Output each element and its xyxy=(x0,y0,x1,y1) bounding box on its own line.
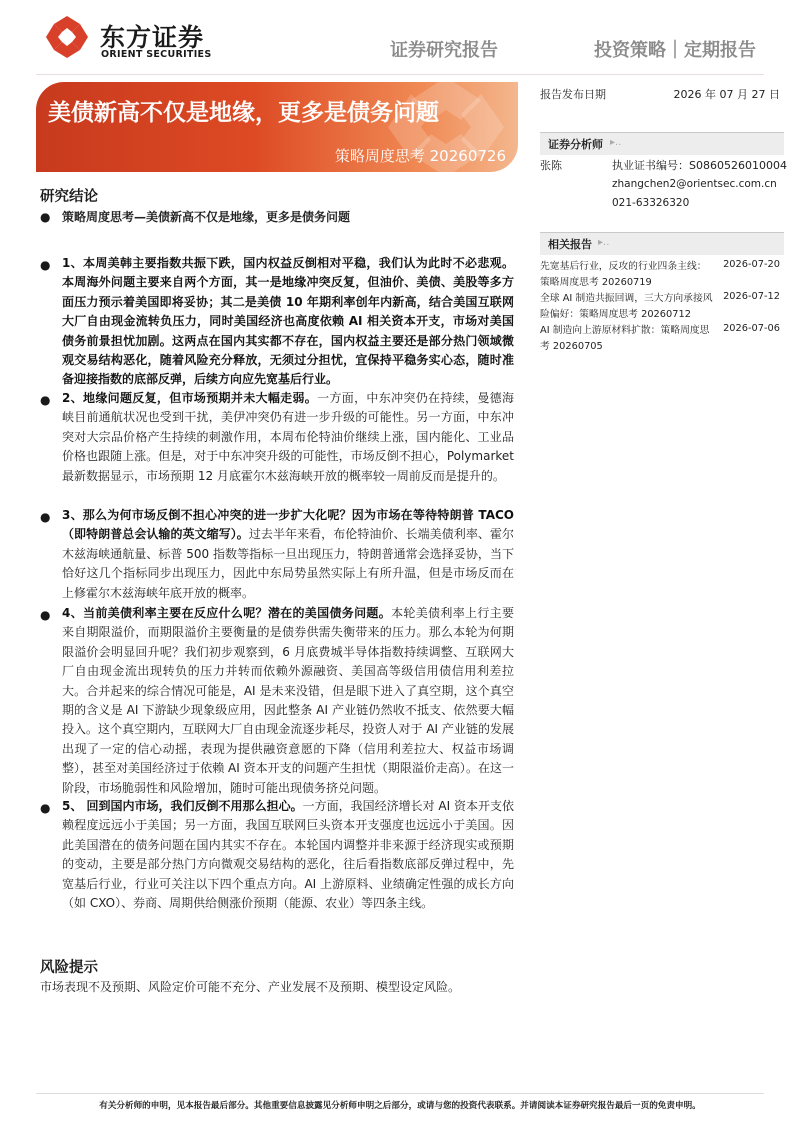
point-bold: 2、地缘问题反复，但市场预期并未大幅走弱。 xyxy=(62,391,318,405)
point-bold: 1、本周美韩主要指数共振下跌，国内权益反倒相对平稳，我们认为此时不必悲观。本周海外问题主要来自两个方面，其一是地缘冲突反复，但油价、美债、美股等多方面压力预示着美国即将妥协；其二是美债 10 年期利率创年内新高，结合美国互联网大厂自由现金流转负压力，同时美国经济也高度依赖 AI 相关资本开支，市场对美国债务前景担忧加剧。这两点在国内其实都不存在，国内权益主要还是部分热门领域微观交易结构恶化，随着风险充分释放，无须过分担忧，宜保持平稳务实心态，随时准备迎接指数的底部反弹，后续方向应先宽基后行业。 xyxy=(62,256,514,387)
point-bold: 4、当前美债利率主要在反应什么呢？潜在的美国债务问题。 xyxy=(62,606,392,620)
analyst-email[interactable]: zhangchen2@orientsec.com.cn xyxy=(612,178,777,190)
report-type: 证券研究报告 xyxy=(390,40,498,61)
related-report-date: 2026-07-06 xyxy=(723,323,780,334)
analyst-heading: 证券分析师 xyxy=(548,138,603,151)
analyst-name: 张陈 xyxy=(540,159,562,172)
point-text: 一方面，中东冲突仍在持续，曼德海峡目前通航状况也受到干扰，美伊冲突仍有进一步升级的可能性。另一方面，中东冲突对大宗品价格产生持续的刺激作用，本周布伦特油价继续上涨，国内能化、工业品价格也跟随上涨。但是，对于中东冲突升级的可能性，市场反倒不担心，Polymarket 最新数据显示，市场预期 12 月底霍尔木兹海峡开放的概率较一周前反而是提升的。 xyxy=(62,391,514,483)
brand-name-cn: 东方证券 xyxy=(100,23,205,52)
footer-divider xyxy=(36,1093,764,1094)
bullet-icon: ● xyxy=(40,510,51,524)
point-text: 一方面，我国经济增长对 AI 资本开支依赖程度远远小于美国；另一方面，我国互联网巨头资本开支强度也远远小于美国。因此美国潜在的债务问题在国内其实不存在。本轮国内调整并非来源于经济现实或预期的变动，主要是部分热门方向微观交易结构的恶化，往后看指数底部反弹过程中，先宽基后行业，行业可关注以下四个重点方向。AI 上游原料、业绩确定性强的成长方向（如 CXO）、券商、周期供给侧涨价预期（能源、农业）等四条主线。 xyxy=(62,799,514,911)
point-bold: 5、 回到国内市场，我们反倒不用那么担心。 xyxy=(62,799,303,813)
section-dots-icon: ▸.. xyxy=(598,237,610,248)
point-text: 本轮美债利率上行主要来自期限溢价，而期限溢价主要衡量的是债券供需失衡带来的压力。那么本轮为何期限溢价会明显回升呢？我们初步观察到，6 月底费城半导体指数持续调整、互联网大厂自由现金流出现转负的压力并转而依赖外源融资、美国高等级信用债信用利差拉大。合并起来的综合情况可能是，AI 是未来没错，但是眼下进入了真空期，这个真空期的含义是 AI 下游缺少现象级应用，因此整条 AI 产业链仍然收不抵支、依然要大幅投入。这个真空期内，互联网大厂自由现金流逐步耗尽，投资人对于 AI 产业链的发展出现了一定的信心动摇，表现为提供融资意愿的下降（信用利差拉大、权益市场调整），甚至对美国经济过于依赖 AI 资本开支的问题产生担忧（期限溢价走高）。在这一阶段，市场脆弱性和风险增加，随时可能出现债务挤兑问题。 xyxy=(62,606,514,795)
analyst-cert: 执业证书编号：S0860526010004 xyxy=(612,159,787,172)
bullet-icon: ● xyxy=(40,393,51,407)
pubdate-label: 报告发布日期 xyxy=(540,88,606,101)
disclaimer-footer: 有关分析师的申明，见本报告最后部分。其他重要信息披露见分析师申明之后部分，或请与您的投资代表联系。并请阅读本证券研究报告最后一页的免责申明。 xyxy=(99,1101,701,1111)
report-title: 美债新高不仅是地缘，更多是债务问题 xyxy=(48,100,439,126)
title-banner xyxy=(36,82,518,172)
point-bold: 3、那么为何市场反倒不担心冲突的进一步扩大化呢？因为市场在等待特朗普 TACO（即特朗普总会认输的英文缩写）。 xyxy=(62,508,514,542)
report-category: 投资策略｜定期报告 xyxy=(594,40,756,61)
point-3 xyxy=(62,506,514,603)
related-report-link[interactable]: AI 制造向上游原材料扩散：策略周度思考 20260705 xyxy=(540,325,710,352)
brand-name-en: ORIENT SECURITIES xyxy=(101,49,212,60)
header-divider xyxy=(36,74,764,75)
related-report-link[interactable]: 全球 AI 制造共振回调，三大方向承接风险偏好：策略周度思考 20260712 xyxy=(540,293,713,320)
related-report-link[interactable]: 先宽基后行业，反攻的行业四条主线：策略周度思考 20260719 xyxy=(540,261,707,288)
conclusion-headline: 策略周度思考—美债新高不仅是地缘，更多是债务问题 xyxy=(62,210,351,224)
point-text: 过去半年来看，布伦特油价、长端美债利率、霍尔木兹海峡通航量、标普 500 指数等指标一旦出现压力，特朗普通常会选择妥协，当下恰好这几个指标同步出现压力，因此中东局势虽然实际上有所升温，但是市场反而在上修霍尔木兹海峡年底开放的概率。 xyxy=(62,527,514,600)
bullet-icon: ● xyxy=(40,258,51,272)
related-section-bar xyxy=(540,232,784,255)
company-logo-icon xyxy=(46,16,88,58)
pubdate-value: 2026 年 07 月 27 日 xyxy=(673,88,780,101)
point-5 xyxy=(62,797,514,913)
point-1 xyxy=(62,254,514,390)
section-dots-icon: ▸.. xyxy=(610,137,622,148)
bullet-icon: ● xyxy=(40,210,51,224)
related-heading: 相关报告 xyxy=(548,238,592,251)
analyst-section-bar xyxy=(540,132,784,155)
risk-heading: 风险提示 xyxy=(40,960,98,976)
conclusion-heading: 研究结论 xyxy=(40,189,98,205)
related-report-date: 2026-07-12 xyxy=(723,291,780,302)
point-4 xyxy=(62,604,514,798)
risk-text: 市场表现不及预期、风险定价可能不充分、产业发展不及预期、模型设定风险。 xyxy=(40,980,461,994)
analyst-phone: 021-63326320 xyxy=(612,197,690,209)
bullet-icon: ● xyxy=(40,608,51,622)
bullet-icon: ● xyxy=(40,801,51,815)
report-subtitle: 策略周度思考 20260726 xyxy=(334,147,506,165)
point-2 xyxy=(62,389,514,486)
related-report-date: 2026-07-20 xyxy=(723,259,780,270)
